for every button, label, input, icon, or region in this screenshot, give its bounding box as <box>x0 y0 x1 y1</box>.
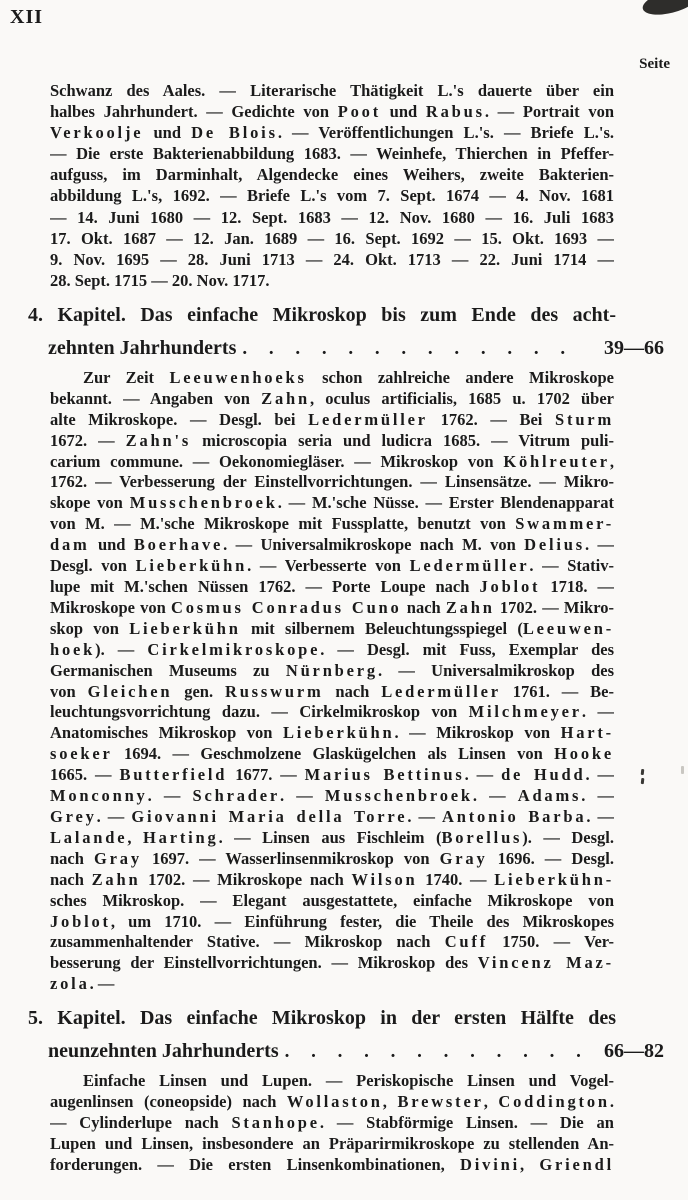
chapter5-title-line1: 5. Kapitel. Das einfache Mikroskop in der ersten Hälfte des <box>28 1007 616 1030</box>
text-line: 1665. — Butterfield 1677. — Marius Bettinus. — de Hudd. — <box>50 765 614 785</box>
text-line: 1762. — Verbesserung der Einstellvorrichtungen. — Linsensätze. — Mikro- <box>50 472 614 492</box>
text-line: aufguss, im Darminhalt, Algendecke eines Weihers, zweite Bakterien- <box>50 165 614 185</box>
text-line: — 14. Juni 1680 — 12. Sept. 1683 — 12. Nov. 1680 — 16. Juli 1683 <box>50 207 614 227</box>
text-line: 17. Okt. 1687 — 12. Jan. 1689 — 16. Sept. 1692 — 15. Okt. 1693 — <box>50 228 614 248</box>
letterspaced-name: Russwurm <box>224 681 324 701</box>
page-folio: XII <box>10 6 44 28</box>
letterspaced-name: Ledermüller <box>381 681 501 701</box>
letterspaced-name: Zahn <box>445 597 495 617</box>
chapter4-page-range: 39—66 <box>604 336 664 359</box>
dot-leader: . . . . . . . . . . . . . <box>242 337 566 359</box>
letterspaced-name: Köhlreuter <box>503 451 610 471</box>
letterspaced-name: Gray <box>94 848 142 868</box>
letterspaced-name: Butterfield <box>119 765 228 785</box>
letterspaced-name: Stanhope <box>231 1112 320 1132</box>
text-line: zusammenhaltender Stative. — Mikroskop nach Cuff 1750. — Ver- <box>50 932 614 952</box>
text-line: Lupen und Linsen, insbesondere an Präparirmikroskope zu stellenden An- <box>50 1133 614 1153</box>
text-line: — Die erste Bakterienabbildung 1683. — Weinhefe, Thierchen in Pfeffer- <box>50 144 614 164</box>
text-line: Desgl. von Lieberkühn. — Verbesserte von Ledermüller. — Stativ- <box>50 556 614 576</box>
text-line: lupe mit M.'schen Nüssen 1762. — Porte Loupe nach Joblot 1718. — <box>50 577 614 596</box>
letterspaced-name: Zahn's <box>125 430 192 450</box>
text-line: Anatomisches Mikroskop von Lieberkühn. — Mikroskop von Hart- <box>50 723 614 743</box>
text-line: halbes Jahrhundert. — Gedichte von Poot und Rabus. — Portrait von <box>50 102 614 122</box>
letterspaced-name: Wollaston <box>286 1092 383 1112</box>
letterspaced-name: Grey <box>50 806 97 826</box>
letterspaced-name: Swammer- <box>515 514 614 534</box>
text-line: augenlinsen (coneopside) nach Wollaston, Brewster, Coddington. <box>50 1092 614 1112</box>
continuation-paragraph <box>50 80 614 291</box>
letterspaced-name: Musschenbroek <box>324 786 473 806</box>
chapter4-title-line2: zehnten Jahrhunderts <box>48 336 237 359</box>
text-line: Mikroskope von Cosmus Conradus Cuno nach Zahn 1702. — Mikro- <box>50 597 614 617</box>
text-line: Joblot, um 1710. — Einführung fester, die Theile des Mikroskopes <box>50 911 614 931</box>
letterspaced-name: Lieberkühn <box>283 723 395 743</box>
letterspaced-name: Leeuwenhoeks <box>169 367 307 387</box>
text-line: — Cylinderlupe nach Stanhope. — Stabförmige Linsen. — Die an <box>50 1112 614 1132</box>
toc-entry-chapter4 <box>28 299 664 995</box>
text-line: carium commune. — Oekonomiegläser. — Mikroskop von Köhlreuter, <box>50 451 614 471</box>
letterspaced-name: Ledermüller <box>409 556 530 576</box>
text-line: nach Zahn 1702. — Mikroskope nach Wilson 1740. — Lieberkühn- <box>50 869 614 889</box>
chapter4-title-line2-row <box>48 332 664 365</box>
toc-content <box>0 80 688 1176</box>
text-line: 9. Nov. 1695 — 28. Juni 1713 — 24. Okt. 1713 — 22. Juni 1714 — <box>50 249 614 269</box>
letterspaced-name: Schrader <box>192 786 280 806</box>
letterspaced-name: soeker <box>50 744 113 764</box>
letterspaced-name: Cirkelmikroskope <box>147 639 321 659</box>
letterspaced-name: Delius <box>524 535 586 555</box>
letterspaced-name: Antonio Barba <box>442 806 587 826</box>
chapter5-summary <box>50 1071 614 1176</box>
text-line: leuchtungsvorrichtung dazu. — Cirkelmikroskop von Milchmeyer. — <box>50 702 614 722</box>
text-line: skope von Musschenbroek. — M.'sche Nüsse. — Erster Blendenapparat <box>50 493 614 513</box>
letterspaced-name: Joblot <box>479 577 541 596</box>
toc-entry-chapter5 <box>28 1002 664 1176</box>
text-line: Monconny. — Schrader. — Musschenbroek. — Adams. — <box>50 786 614 806</box>
letterspaced-name: de Hudd <box>501 765 586 785</box>
letterspaced-name: Cuff <box>444 932 488 952</box>
letterspaced-name: Joblot <box>50 911 111 931</box>
letterspaced-name: hoek <box>50 639 96 659</box>
chapter4-title-line1: 4. Kapitel. Das einfache Mikroskop bis zum Ende des acht- <box>28 303 616 326</box>
letterspaced-name: Lieberkühn- <box>494 869 614 889</box>
letterspaced-name: Lieberkühn <box>135 556 248 576</box>
chapter4-summary <box>50 368 614 995</box>
letterspaced-name: Gleichen <box>87 681 173 701</box>
letterspaced-name: Zahn <box>261 388 310 408</box>
letterspaced-name: Divini <box>460 1154 520 1174</box>
text-line: bekannt. — Angaben von Zahn, oculus artificialis, 1685 u. 1702 über <box>50 388 614 408</box>
letterspaced-name: Borellus <box>441 827 523 847</box>
letterspaced-name: Boerhave <box>133 535 224 555</box>
letterspaced-name: Griendl <box>539 1154 614 1174</box>
text-line: forderungen. — Die ersten Linsenkombinationen, Divini, Griendl <box>50 1154 614 1174</box>
text-line: skop von Lieberkühn mit silbernem Beleuchtungsspiegel (Leeuwen- <box>50 618 614 638</box>
letterspaced-name: Coddington <box>498 1092 610 1112</box>
letterspaced-name: De Blois <box>191 123 278 143</box>
letterspaced-name: Hart- <box>560 723 614 743</box>
text-line: 28. Sept. 1715 — 20. Nov. 1717. <box>50 270 270 290</box>
text-line: Verkoolje und De Blois. — Veröffentlichungen L.'s. — Briefe L.'s. <box>50 123 614 143</box>
text-line: besserung der Einstellvorrichtungen. — Mikroskop des Vincenz Maz- <box>50 953 614 973</box>
text-line: 1672. — Zahn's microscopia seria und ludicra 1685. — Vitrum puli- <box>50 430 614 450</box>
text-line: von Gleichen gen. Russwurm nach Ledermüller 1761. — Be- <box>50 681 614 701</box>
letterspaced-name: Harting <box>143 827 219 847</box>
text-line: Lalande, Harting. — Linsen aus Fischleim (Borellus). — Desgl. <box>50 827 614 847</box>
text-line: zola. — <box>50 974 115 994</box>
text-line: Grey. — Giovanni Maria della Torre. — Antonio Barba. — <box>50 806 614 826</box>
dot-leader: . . . . . . . . . . . . <box>284 1041 581 1063</box>
text-line: Schwanz des Aales. — Literarische Thätigkeit L.'s dauerte über ein <box>50 81 614 100</box>
text-line: dam und Boerhave. — Universalmikroskope nach M. von Delius. — <box>50 535 614 555</box>
letterspaced-name: Poot <box>337 102 381 122</box>
text-line: nach Gray 1697. — Wasserlinsenmikroskop von Gray 1696. — Desgl. <box>50 848 614 868</box>
letterspaced-name: Lalande <box>50 827 128 847</box>
text-line: Zur Zeit Leeuwenhoeks schon zahlreiche andere Mikroskope <box>83 367 614 387</box>
text-line: sches Mikroskop. — Elegant ausgestattete, einfache Mikroskope von <box>50 890 614 910</box>
letterspaced-name: Vincenz Maz- <box>477 953 614 973</box>
letterspaced-name: Hooke <box>554 744 614 764</box>
text-line: Einfache Linsen und Lupen. — Periskopische Linsen und Vogel- <box>83 1071 614 1091</box>
letterspaced-name: Wilson <box>351 869 418 889</box>
letterspaced-name: Musschenbroek <box>129 493 278 513</box>
chapter5-page-range: 66—82 <box>604 1040 664 1063</box>
text-line: Germanischen Museums zu Nürnberg. — Universalmikroskop des <box>50 660 614 680</box>
chapter5-title-line2-row <box>48 1035 664 1068</box>
letterspaced-name: Sturm <box>555 409 614 429</box>
page-column-label: Seite <box>639 56 670 72</box>
text-line: soeker 1694. — Geschmolzene Glaskügelchen als Linsen von Hooke <box>50 744 614 764</box>
text-line: von M. — M.'sche Mikroskope mit Fussplatte, benutzt von Swammer- <box>50 514 614 534</box>
letterspaced-name: Gray <box>439 848 488 868</box>
letterspaced-name: Milchmeyer <box>468 702 582 722</box>
letterspaced-name: zola <box>50 974 90 994</box>
letterspaced-name: Nürnberg <box>285 660 378 680</box>
letterspaced-name: Rabus <box>425 102 485 122</box>
chapter5-title-line2: neunzehnten Jahrhunderts <box>48 1040 279 1063</box>
letterspaced-name: Cosmus Conradus Cuno <box>171 597 402 617</box>
text-line: alte Mikroskope. — Desgl. bei Ledermüller 1762. — Bei Sturm <box>50 409 614 429</box>
scan-artifact-corner-smudge <box>640 0 688 19</box>
letterspaced-name: Verkoolje <box>50 123 144 143</box>
letterspaced-name: Monconny <box>50 786 148 806</box>
letterspaced-name: Zahn <box>91 869 141 889</box>
letterspaced-name: Brewster <box>397 1092 484 1112</box>
text-line: abbildung L.'s, 1692. — Briefe L.'s vom 7. Sept. 1674 — 4. Nov. 1681 <box>50 186 614 206</box>
letterspaced-name: Giovanni Maria della Torre <box>131 806 408 826</box>
letterspaced-name: Lieberkühn <box>129 618 241 638</box>
letterspaced-name: dam <box>50 535 90 555</box>
letterspaced-name: Leeuwen- <box>522 618 614 638</box>
letterspaced-name: Adams <box>517 786 582 806</box>
letterspaced-name: Ledermüller <box>308 409 428 429</box>
text-line: hoek). — Cirkelmikroskope. — Desgl. mit Fuss, Exemplar des <box>50 639 614 659</box>
letterspaced-name: Marius Bettinus <box>304 765 465 785</box>
